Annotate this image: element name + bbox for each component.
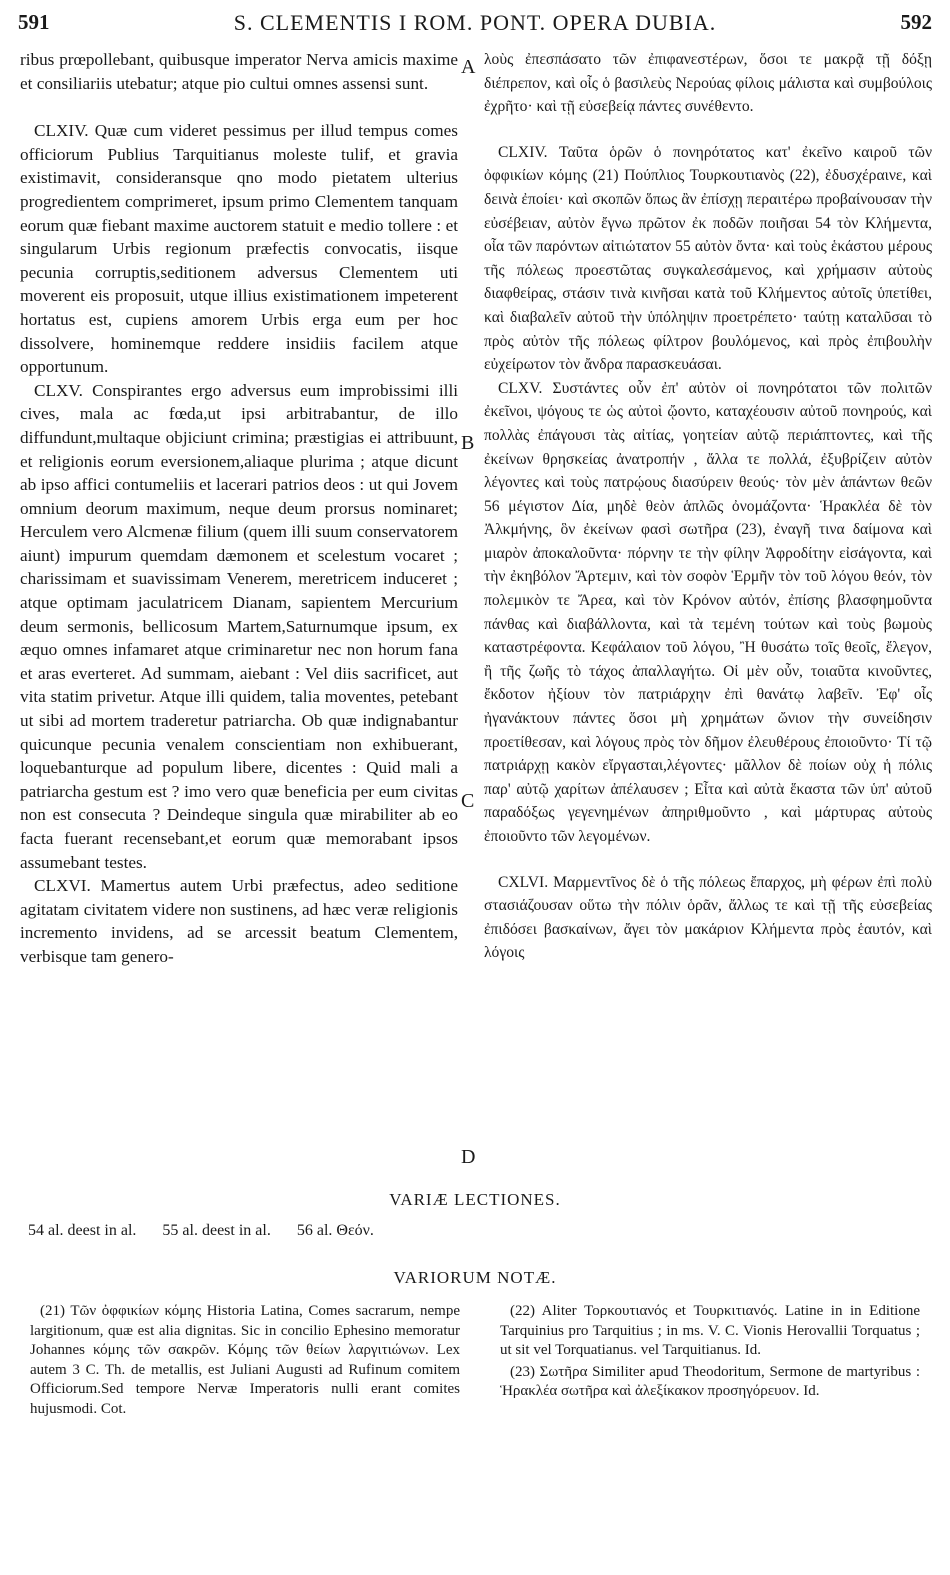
margin-marker-d: D [461,1146,476,1168]
latin-section-clxiv: CLXIV. Quæ cum videret pessimus per illud tempus comes officiorum Publius Tarquitianus moleste tulif, et gravia existimavit, consideransque qno modo pietatem ulterius progredientem comprimeret, ipsum primo Clementem tanquam eorum quæ fiebant maxime auctorem statuit e medio tollere : et singularum Urbis regionum præfectis convocatis, iisque pecunia corruptis,seditionem adversus Clementem uti moverent eis proposuit, utque illius existimationem impeterent hortatus est, cupiens amorem Urbis erga eum per hoc dissolvere, hominemque reddere insidiis facilem atque opportunum. [20,121,458,377]
note-21: (21) Τῶν ὀφφικίων κόμης Historia Latina, Comes sacrarum, nempe largitionum, quæ est alia dignitas. Sic in concilio Ephesino memoratur Johannes κόμης τῶν σακρῶν. Κόμης τῶν θείων λαργιτιώνων. Lex autem 3 C. Th. de metallis, est Juliani Augusti ad Rufinum comitem Officiorum.Sed tempore Nervæ Imperatoris nulli erant comites hujusmodi. Cot. [30,1303,460,1417]
margin-marker-c: C [461,790,475,812]
margin-marker-b: B [461,432,475,454]
lectio-item: 54 al. deest in al. [28,1222,137,1239]
note-22: (22) Aliter Τορκουτιανός et Τουρκιτιανός. Latine in in Editione Tarquinius pro Tarquitius ; in ms. V. C. Vionis Herovallii Torquatus ; ut sit vel Torquatianus. vel Tarquitianus. Id. [500,1303,920,1358]
greek-paragraph: λοὺς ἐπεσπάσατο τῶν ἐπιφανεστέρων, ὅσοι τε μακρᾷ τῇ δόξῃ διέπρεπον, καὶ οἷς ὁ βασιλεὺς Νερούας φίλοις μάλιστα καὶ συμβούλοις ἐχρῆτο· καὶ τῇ εὐσεβείᾳ πάντες συνέθεντο. [484,51,932,116]
greek-section-clxiv: CLXIV. Ταῦτα ὁρῶν ὁ πονηρότατος κατ' ἐκεῖνο καιροῦ τῶν ὀφφικίων κόμης (21) Πούπλιος Τουρκουτιανὸς (22), ἐδυσχέραινε, καὶ δεινὰ ἐποίει· καὶ σκοπῶν ὅπως ἂν ἐπίσχῃ περαιτέρω προβαίνουσαν τὴν εὐσέβειαν, αὐτὸν ἔγνω πρῶτον ἐκ ποδῶν ποιῆσαι 54 τὸν Κλήμεντα, οἷα τῶν παρόντων αἰτιώτατον 55 αὐτὸν ὄντα· καὶ τοὺς ἑκάστου μέρους τῆς πόλεως προεστῶτας συγκαλεσάμενος, καὶ χρήμασιν αὐτοὺς διαφθείρας, στάσιν τινὰ κινῆσαι κατὰ τοῦ Κλήμεντος αὐτοῖς ὑπετίθει, καὶ διαβαλεῖν αὐτοῦ τὴν ὑπόληψιν προετρέπετο· ταύτῃ καταλῦσαι τὸ πρὸς αὐτὸν τῆς πόλεως φίλτρον βουλόμενος, καὶ πρὸς ἐπιβουλὴν εὐχείρωτον τὸν ἄνδρα παρασκευάσαι. [484,143,932,374]
latin-section-clxvi: CLXVI. Mamertus autem Urbi præfectus, adeo seditione agitatam civitatem videre non sustinens, ad hæc veræ religionis incremento invidens, ad se arcessit beatum Clementem, verbisque tam genero- [20,876,458,966]
greek-section-clxv: CLXV. Συστάντες οὖν ἐπ' αὐτὸν οἱ πονηρότατοι τῶν πολιτῶν ἐκεῖνοι, ψόγους τε ὡς αὐτοὶ ᾤοντο, καταχέουσιν αὐτοῦ πονηρούς, καὶ πολλὰς ἐπάγουσι τὰς αἰτίας, γοητείαν αὐτῷ περιάπτοντες, καὶ τῆς ἐκείνων θρησκείας ἀνατροπήν , ἄλλα τε πολλά, ἐξυβρίζειν αὐτὸν λέγοντες καὶ τοὺς πατρῴους διασύρειν θεούς· τὸν μὲν ἁπάντων θεῶν 56 μέγιστον Δία, μηδὲ θεὸν ἁπλῶς ὀνομάζοντα· Ἡρακλέα δὲ τὸν Ἀλκμήνης, ὃν ἐκείνων φασὶ σωτῆρα (23), ἐναγῆ τινα δαίμονα καὶ μιαρὸν ἀποκαλοῦντα· πόρνην τε τὴν φίλην Ἀφροδίτην εἰσάγοντα, καὶ τὴν ἐκηβόλον Ἄρτεμιν, καὶ τὸν σοφὸν Ἑρμῆν τὸν τοῦ λόγου θεόν, τὸν πολεμικὸν τε Ἄρεα, καὶ τὸν Κρόνον αὐτόν, ἐπίσης βλασφημοῦντα πάνθας καὶ διαβάλλοντα, καὶ τὰ τεμένη τούτων καὶ τοὺς βωμοὺς καταστρέφοντα. Κεφάλαιον τοῦ λόγου, Ἢ θυσάτω τοῖς θεοῖς, ἔλεγον, ἢ τῆς ζωῆς τὸ τάχος ἀπαλλαγήτω. Οἱ μὲν οὖν, τοιαῦτα κινοῦντες, ἔκδοτον ἠξίουν τὸν πατριάρχην ἐπὶ θανάτῳ λαβεῖν. Ἐφ' οἷς ἠγανάκτουν πάντες ὅσοι μὴ χρημάτων ὤνιον τὴν συνείδησιν προετίθεσαν, καὶ λόγους πρὸς τὸν δῆμον ἐλευθέρους ἐποιοῦντο· Τί τῷ πατριάρχῃ κακὸν εἴργασται,λέγοντες· μᾶλλον δὲ ποίων οὐχ ἡ πόλις παρ' αὐτῷ χαρίτων ἀπέλαυσεν ; Εἶτα καὶ αὐτὰ ἕκαστα τῶν ὑπ' αὐτοῦ παραδόξως γεγενημένων ἀπηριθμοῦντο , καὶ μάρτυρας αὐτοὺς ἐποιοῦντο τῶν λεγομένων. [484,379,932,845]
running-title: S. CLEMENTIS I ROM. PONT. OPERA DUBIA. [233,10,717,35]
page-number-left: 591 [18,10,50,34]
note-23: (23) Σωτῆρα Similiter apud Theodoritum, Sermone de martyribus : Ἡρακλέα σωτῆρα καὶ ἀλεξίκακον προσηγόρευον. Id. [500,1363,920,1399]
latin-column [20,48,458,969]
page-number-right: 592 [900,10,932,34]
variae-lectiones-list [28,1222,396,1240]
variorum-notae-heading: VARIORUM NOTÆ. [393,1268,557,1287]
margin-marker-a: A [461,56,476,78]
latin-section-clxv: CLXV. Conspirantes ergo adversus eum improbissimi illi cives, mala ac fœda,ut ipsi arbitrabantur, de illo diffundunt,multaque objiciunt crimina; præstigias ei attribuunt, et religionis eorum eversionem,aliaque plurima ; atque dicunt ab ipso affici contumeliis et lacerari patrios deos : ut qui Jovem omnium deorum maximum, neque deum prorsus nominaret; Herculem vero Alcmenæ filium (quem illi suum conservatorem aiunt) impurum quemdam dæmonem et scelestum vocaret ; charissimam et suavissimam Venerem, meretricem induceret ; atque optimam jaculatricem Dianam, sapientem Mercurium deum sermonis, bellicosum Martem,Saturnumque ipsum, ex æquo omnes infamaret atque criminaretur nec non horum fana et aras everteret. Ad summam, aiebant : Vel diis sacrificet, aut vita statim privetur. Atque illi quidem, talia moventes, petebant ut sibi ad mortem traderetur patriarcha. Ob quæ indignabantur quicunque pecunia venalem conscientiam non exhibuerant, loquebanturque ad populum libere, dicentes : Quid mali a patriarcha gestum est ? imo vero quæ beneficia per eum civitas non est consecuta ? Deindeque singula quæ mirabiliter ab eo facta fuerant recensebant,et eorum quæ memorabant ipsos assumebant testes. [20,380,458,872]
greek-section-cxlvi: CXLVI. Μαρμεντῖνος δὲ ὁ τῆς πόλεως ἔπαρχος, μὴ φέρων ἐπὶ πολὺ στασιάζουσαν οὕτω τὴν πόλιν ὁρᾶν, ἄλλως τε καὶ τῇ τῆς εὐσεβείας ἐπιδόσει βασκαίνων, ἄγει τὸν μακάριον Κλήμεντα πρὸς ἑαυτόν, καὶ λόγοις [484,873,932,962]
latin-paragraph: ribus prœpollebant, quibusque imperator Nerva amicis maxime et consiliariis utebatur; atque pio cultui omnes assensi sunt. [20,50,458,93]
variae-lectiones-heading: VARIÆ LECTIONES. [389,1190,561,1209]
page-header [18,10,932,40]
greek-column [484,48,932,965]
notes-right-column [500,1302,920,1404]
lectio-item: 55 al. deest in al. [162,1222,271,1239]
notes-left-column [30,1302,460,1421]
lectio-item: 56 al. Θεόν. [296,1222,374,1239]
